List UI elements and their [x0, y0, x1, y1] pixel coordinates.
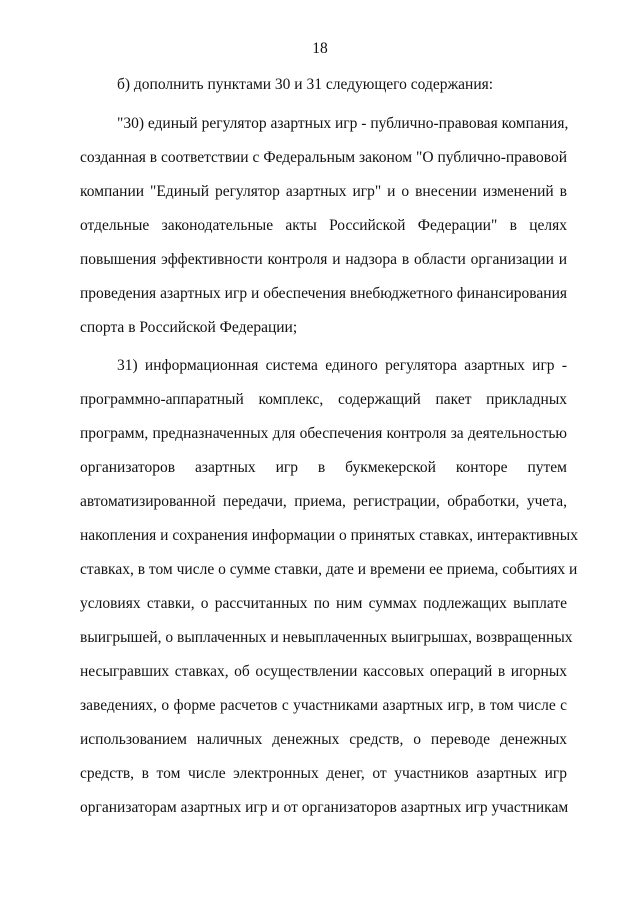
text-line: спорта в Российской Федерации;	[80, 319, 298, 336]
text-line: ставках, в том числе о сумме ставки, дате и времени ее приема, событиях и	[80, 561, 578, 578]
text-line: выигрышей, о выплаченных и невыплаченных выигрышах, возвращенных	[80, 629, 573, 646]
text-line: проведения азартных игр и обеспечения внебюджетного финансирования	[80, 285, 567, 302]
text-line: условиях ставки, о рассчитанных по ним суммах подлежащих выплате	[80, 595, 567, 612]
text-line: использованием наличных денежных средств, о переводе денежных	[80, 731, 567, 748]
text-line: автоматизированной передачи, приема, регистрации, обработки, учета,	[80, 493, 567, 510]
text-line: программ, предназначенных для обеспечения контроля за деятельностью	[80, 425, 567, 442]
text-line: средств, в том числе электронных денег, от участников азартных игр	[80, 765, 567, 782]
text-line: накопления и сохранения информации о принятых ставках, интерактивных	[80, 527, 578, 544]
page-number: 18	[312, 40, 328, 57]
text-line: компании "Единый регулятор азартных игр" и о внесении изменений в	[80, 183, 567, 200]
text-line: организаторов азартных игр в букмекерской конторе путем	[80, 459, 567, 476]
text-line: б) дополнить пунктами 30 и 31 следующего содержания:	[117, 76, 494, 93]
text-line: программно-аппаратный комплекс, содержащий пакет прикладных	[80, 391, 567, 408]
text-line: заведениях, о форме расчетов с участниками азартных игр, в том числе с	[80, 697, 567, 714]
text-line: повышения эффективности контроля и надзора в области организации и	[80, 251, 567, 268]
text-line: несыгравших ставках, об осуществлении кассовых операций в игорных	[80, 663, 567, 680]
text-line: отдельные законодательные акты Российской Федерации" в целях	[80, 217, 567, 234]
text-line: созданная в соответствии с Федеральным законом "О публично-правовой	[80, 149, 567, 166]
text-line: 31) информационная система единого регулятора азартных игр -	[117, 357, 567, 374]
text-line: организаторам азартных игр и от организаторов азартных игр участникам	[80, 799, 569, 816]
text-line: "30) единый регулятор азартных игр - публично-правовая компания,	[117, 115, 569, 132]
